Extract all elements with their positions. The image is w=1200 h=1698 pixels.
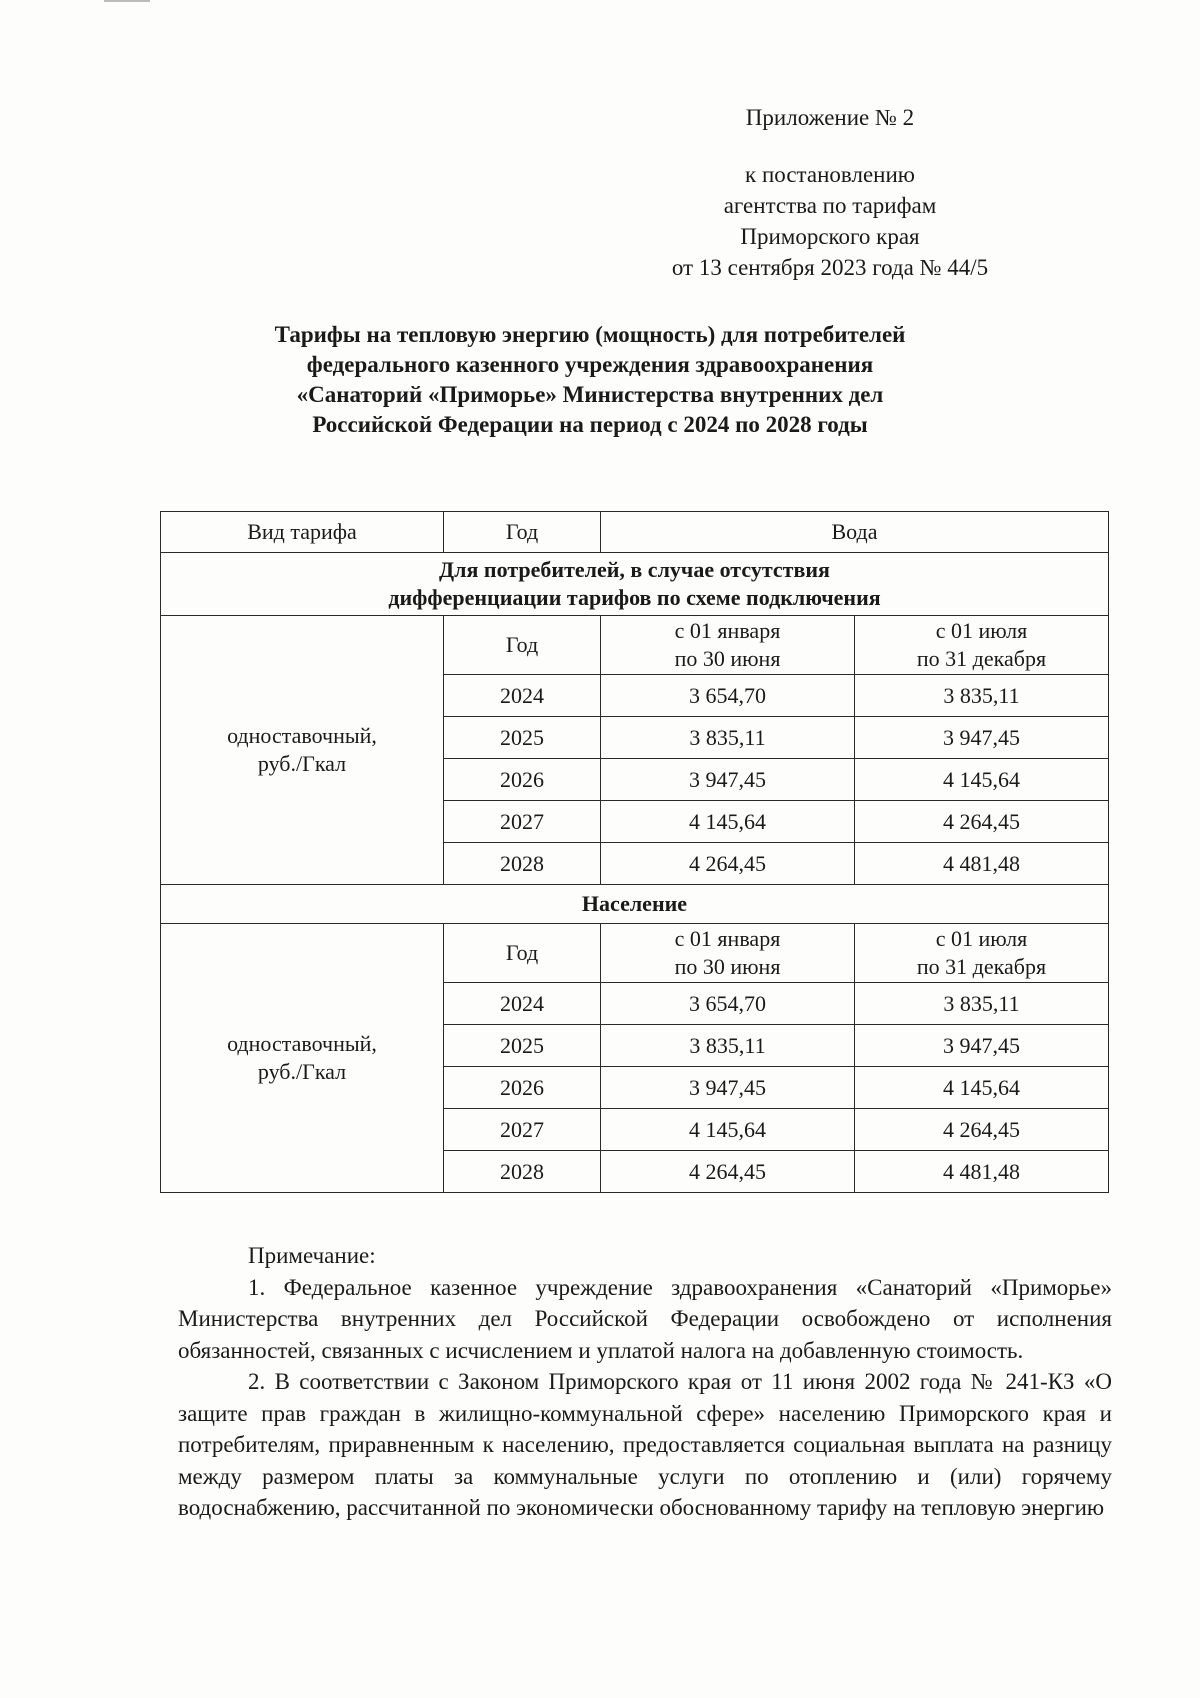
year-cell: 2024: [444, 983, 601, 1025]
year-cell: 2025: [444, 1025, 601, 1067]
tariff-h1-cell: 3 654,70: [601, 675, 855, 717]
tariff-h2-cell: 4 481,48: [855, 1151, 1109, 1193]
year-cell: 2024: [444, 675, 601, 717]
title-line: федерального казенного учреждения здравоохранения: [306, 352, 874, 377]
notes-section: [178, 1240, 1112, 1524]
appendix-reference: [640, 159, 1020, 283]
tariff-h1-cell: 4 264,45: [601, 1151, 855, 1193]
title-line: Тарифы на тепловую энергию (мощность) для потребителей: [274, 322, 906, 347]
subheader-year: Год: [444, 616, 601, 675]
notes-heading: Примечание:: [248, 1243, 376, 1268]
year-cell: 2028: [444, 843, 601, 885]
year-cell: 2027: [444, 1109, 601, 1151]
subheader-year: Год: [444, 924, 601, 983]
note-item: 1. Федеральное казенное учреждение здравоохранения «Санаторий «Приморье» Министерства внутренних дел Российской Федерации освобождено от исполнения обязанностей, связанных с исчислением и уплатой налога на добавленную стоимость.: [178, 1274, 1112, 1363]
title-line: Российской Федерации на период с 2024 по 2028 годы: [312, 412, 868, 437]
subheader-period-1: с 01 января по 30 июня: [601, 924, 855, 983]
section-title-row: [161, 885, 1109, 924]
tariff-h2-cell: 3 835,11: [855, 675, 1109, 717]
tariff-h2-cell: 4 264,45: [855, 1109, 1109, 1151]
subheader-row: [161, 616, 1109, 675]
appendix-line: Приморского края: [740, 224, 920, 249]
header-water: Вода: [601, 512, 1109, 553]
year-cell: 2025: [444, 717, 601, 759]
tariff-h2-cell: 4 264,45: [855, 801, 1109, 843]
tariff-h1-cell: 4 264,45: [601, 843, 855, 885]
year-cell: 2028: [444, 1151, 601, 1193]
tariff-h1-cell: 3 947,45: [601, 759, 855, 801]
tariff-h1-cell: 3 835,11: [601, 1025, 855, 1067]
title-line: «Санаторий «Приморье» Министерства внутренних дел: [296, 382, 884, 407]
tariff-h1-cell: 3 835,11: [601, 717, 855, 759]
tariff-category-cell: одноставочный, руб./Гкал: [161, 924, 444, 1193]
appendix-line: агентства по тарифам: [723, 193, 937, 218]
section-title: Для потребителей, в случае отсутствия дифференциации тарифов по схеме подключения: [161, 553, 1109, 616]
tariff-h1-cell: 4 145,64: [601, 1109, 855, 1151]
tariff-h2-cell: 3 947,45: [855, 717, 1109, 759]
year-cell: 2027: [444, 801, 601, 843]
tariff-h1-cell: 3 654,70: [601, 983, 855, 1025]
appendix-number: Приложение № 2: [745, 105, 915, 130]
note-item: 2. В соответствии с Законом Приморского края от 11 июня 2002 года № 241-КЗ «О защите прав граждан в жилищно-коммунальной сфере» населению Приморского края и потребителям, приравненным к населению, предоставляется социальная выплата на разницу между размером платы за коммунальные услуги по отоплению и (или) горячему водоснабжению, рассчитанной по экономически обоснованному тарифу на тепловую энергию: [178, 1369, 1112, 1520]
tariff-h1-cell: 3 947,45: [601, 1067, 855, 1109]
section-title-row: [161, 553, 1109, 616]
tariff-h2-cell: 3 947,45: [855, 1025, 1109, 1067]
subheader-row: [161, 924, 1109, 983]
year-cell: 2026: [444, 759, 601, 801]
document-title: [150, 320, 1030, 440]
subheader-period-1: с 01 января по 30 июня: [601, 616, 855, 675]
tariff-h2-cell: 4 145,64: [855, 1067, 1109, 1109]
appendix-line: от 13 сентября 2023 года № 44/5: [671, 255, 989, 280]
year-cell: 2026: [444, 1067, 601, 1109]
scan-edge-mark: [104, 0, 150, 2]
tariff-table: [160, 511, 1109, 1193]
tariff-h2-cell: 3 835,11: [855, 983, 1109, 1025]
appendix-line: к постановлению: [745, 162, 915, 187]
subheader-period-2: с 01 июля по 31 декабря: [855, 616, 1109, 675]
header-year: Год: [444, 512, 601, 553]
section-title: Население: [161, 885, 1109, 924]
tariff-h2-cell: 4 481,48: [855, 843, 1109, 885]
header-tariff-type: Вид тарифа: [161, 512, 444, 553]
tariff-h2-cell: 4 145,64: [855, 759, 1109, 801]
subheader-period-2: с 01 июля по 31 декабря: [855, 924, 1109, 983]
table-header-row: [161, 512, 1109, 553]
tariff-h1-cell: 4 145,64: [601, 801, 855, 843]
tariff-category-cell: одноставочный, руб./Гкал: [161, 616, 444, 885]
